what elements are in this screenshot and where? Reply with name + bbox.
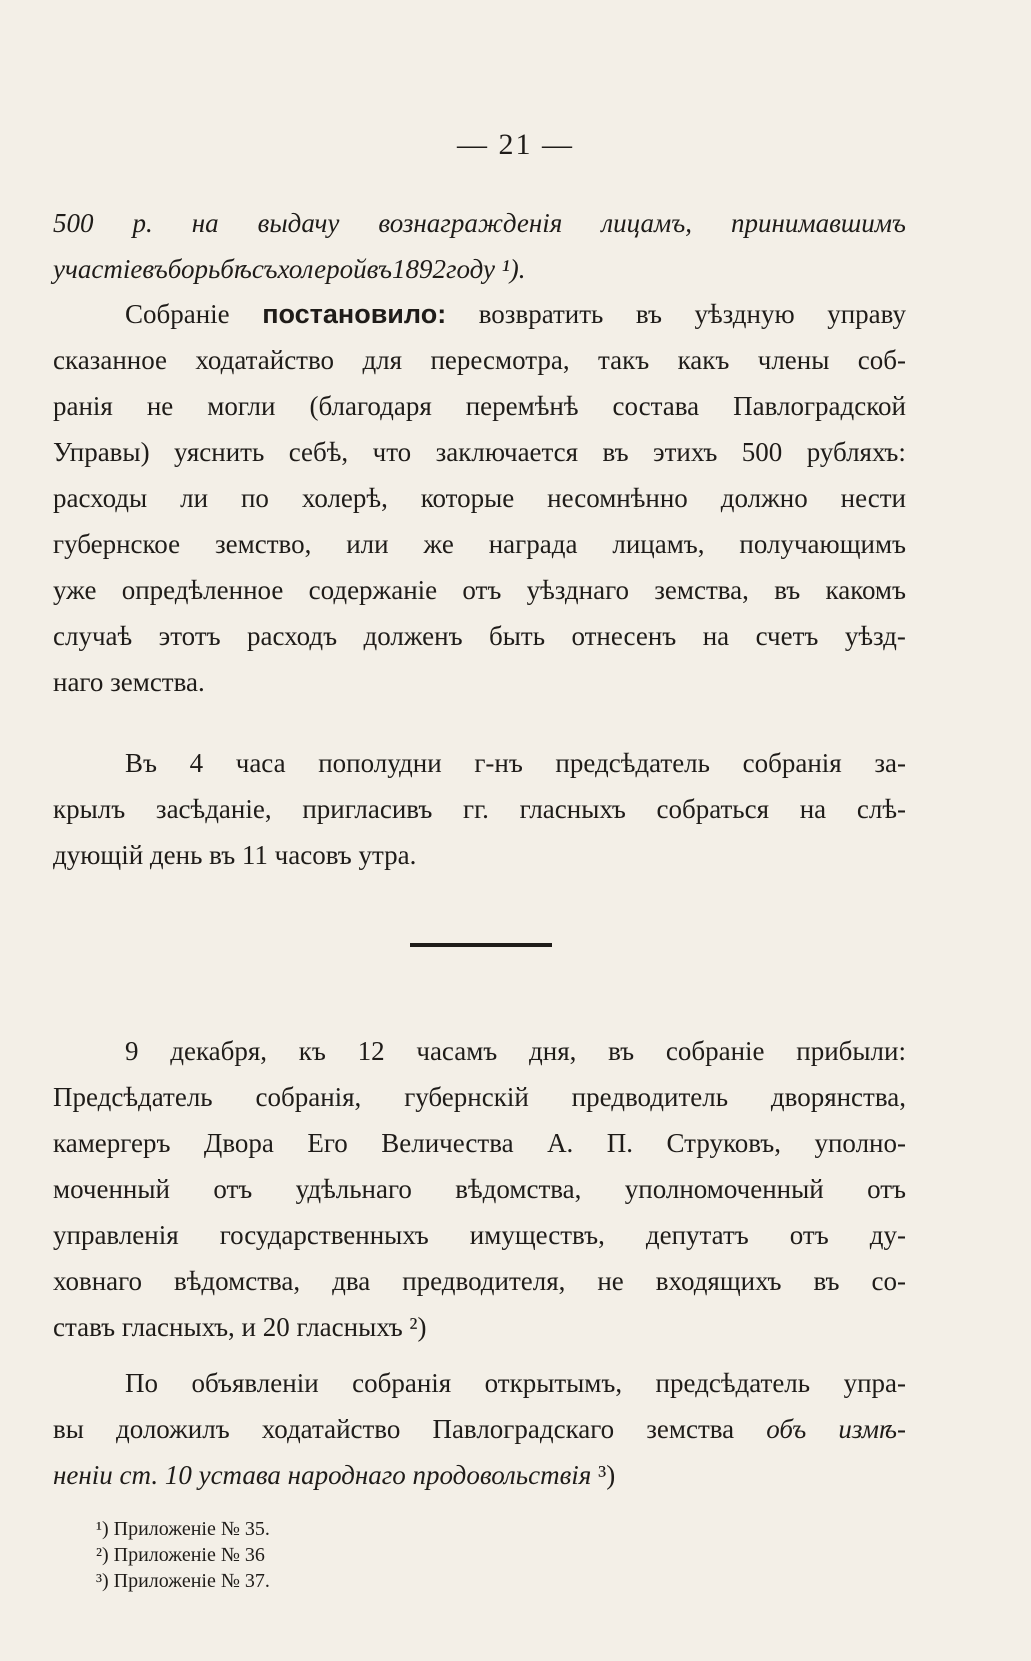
word: вѣдомства, [455, 1174, 582, 1204]
word: этихъ [653, 437, 718, 467]
word: Его [307, 1128, 348, 1158]
text-line [53, 832, 906, 878]
word: доложилъ [115, 1414, 230, 1444]
word: какъ [677, 345, 730, 375]
word: этотъ [158, 621, 221, 651]
word: Павлоградской [733, 391, 906, 421]
word: управленія [53, 1220, 179, 1250]
word: декабря, [170, 1036, 268, 1066]
word: уполномоченный [624, 1174, 824, 1204]
word: удѣльнаго [295, 1174, 412, 1204]
word: объявленіи [191, 1368, 319, 1398]
word: открытымъ, [484, 1368, 623, 1398]
word: часа [235, 748, 286, 778]
word: такъ [598, 345, 650, 375]
text-line [53, 200, 906, 246]
word: отъ [789, 1220, 829, 1250]
word: за- [874, 748, 906, 778]
word: гласныхъ [519, 794, 626, 824]
word: съ [251, 254, 278, 284]
word: ставъ гласныхъ, и 20 гласныхъ ²) [53, 1312, 427, 1342]
word: долженъ [363, 621, 463, 651]
word: отнесенъ [571, 621, 677, 651]
text-line [53, 1074, 906, 1120]
word: члены [757, 345, 830, 375]
word: пополудни [318, 748, 442, 778]
word: объ [766, 1414, 807, 1444]
word: прибыли: [796, 1036, 906, 1066]
text-line [53, 1028, 906, 1074]
word: уѣзд- [844, 621, 906, 651]
word: получающимъ [739, 529, 906, 559]
word: ховнаго [53, 1266, 143, 1296]
text-line [53, 521, 906, 567]
word: отъ [213, 1174, 253, 1204]
word: собраніе [665, 1036, 765, 1066]
word: земства [646, 1414, 735, 1444]
word: въ [366, 254, 392, 284]
word: или [346, 529, 389, 559]
text-line [53, 1212, 906, 1258]
word: Предсѣдатель [53, 1082, 213, 1112]
text-line [53, 291, 906, 337]
word: вознагражденія [378, 208, 563, 238]
word: принимавшимъ [730, 208, 906, 238]
word: сказанное [53, 345, 168, 375]
footnotes [96, 1516, 270, 1594]
word: должно [720, 483, 808, 513]
section-divider [410, 943, 552, 947]
footnote-1: ¹) Приложеніе № 35. [96, 1518, 270, 1540]
word: П. [606, 1128, 634, 1158]
word: что [372, 437, 412, 467]
word: холерой [277, 254, 367, 284]
word: въ [813, 1266, 840, 1296]
word: въ [635, 299, 662, 329]
text-line [53, 246, 906, 292]
word: собранія [352, 1368, 452, 1398]
word: опредѣленное [121, 575, 284, 605]
word: депутатъ [645, 1220, 749, 1250]
word: дня, [529, 1036, 577, 1066]
text-line [53, 1406, 906, 1452]
word: лицамъ, [612, 529, 705, 559]
paragraph-4 [53, 1028, 906, 1350]
paragraph-5 [53, 1360, 906, 1498]
word: 9 [125, 1036, 139, 1066]
word: 1892 [391, 254, 446, 284]
word: предсѣдатель [655, 1368, 811, 1398]
word: вы [53, 1414, 84, 1444]
word: предсѣдатель [555, 748, 710, 778]
word: наго земства. [53, 667, 205, 697]
word: государственныхъ [219, 1220, 429, 1250]
word: упра- [843, 1368, 906, 1398]
word: пригласивъ [302, 794, 433, 824]
word: случаѣ [53, 621, 133, 651]
word: дворянства, [770, 1082, 906, 1112]
word: камергеръ [53, 1128, 171, 1158]
text-line [53, 429, 906, 475]
word: предводителя, [402, 1266, 566, 1296]
word: Въ [125, 748, 157, 778]
word: году ¹). [445, 254, 526, 284]
word: несомнѣнно [547, 483, 688, 513]
word: ли [180, 483, 209, 513]
word: По [125, 1368, 158, 1398]
word: р. [132, 208, 153, 238]
word: Струковъ, [666, 1128, 781, 1158]
word: содержаніе [308, 575, 438, 605]
word: губернскій [404, 1082, 529, 1112]
text-line [53, 475, 906, 521]
page-number: — 21 — [457, 128, 574, 161]
text-line [53, 1120, 906, 1166]
word: для [362, 345, 403, 375]
footnote-2: ²) Приложеніе № 36 [96, 1544, 265, 1566]
word: въ [608, 1036, 635, 1066]
word: 12 [357, 1036, 385, 1066]
word: не [146, 391, 174, 421]
word: выдачу [257, 208, 340, 238]
word: имуществъ, [469, 1220, 605, 1250]
word: въ [774, 575, 801, 605]
word: холерѣ, [301, 483, 388, 513]
word: 4 [189, 748, 204, 778]
word: 500 [741, 437, 783, 467]
word: Величества [381, 1128, 514, 1158]
word: не [597, 1266, 624, 1296]
word: А. [547, 1128, 574, 1158]
text-line [53, 567, 906, 613]
footnote-3: ³) Приложеніе № 37. [96, 1570, 270, 1592]
word: со- [871, 1266, 906, 1296]
word: пересмотра, [430, 345, 570, 375]
text-line [53, 786, 906, 832]
word: собраться [656, 794, 770, 824]
word: слѣ- [856, 794, 906, 824]
paragraph-1 [53, 200, 906, 292]
word: измѣ- [838, 1414, 906, 1444]
text-line [53, 383, 906, 429]
word: расходъ [247, 621, 338, 651]
word: засѣданіе, [155, 794, 272, 824]
word: земство, [214, 529, 312, 559]
text-line [53, 1360, 906, 1406]
text-line [53, 613, 906, 659]
word: расходы [53, 483, 148, 513]
word: участіе [53, 254, 143, 284]
word: могли [207, 391, 276, 421]
word: ³) [591, 1460, 616, 1490]
word: уже [53, 575, 97, 605]
word: состава [612, 391, 700, 421]
word: гг. [463, 794, 489, 824]
word: по [240, 483, 269, 513]
word: ходатайство [261, 1414, 401, 1444]
word: отъ [462, 575, 502, 605]
word: на [191, 208, 219, 238]
word: губернское [53, 529, 181, 559]
word: входящихъ [655, 1266, 782, 1296]
word: ранія [53, 391, 113, 421]
word: собранія [742, 748, 842, 778]
word: два [332, 1266, 371, 1296]
word: постановило: [262, 299, 447, 329]
word: Павлоградскаго [432, 1414, 615, 1444]
word: на [702, 621, 730, 651]
word: вѣдомства, [174, 1266, 301, 1296]
text-line [53, 740, 906, 786]
word: награда [488, 529, 578, 559]
word: заключается [435, 437, 579, 467]
word: Управы) [53, 437, 150, 467]
word: собранія, [255, 1082, 362, 1112]
word: часамъ [416, 1036, 498, 1066]
text-line [53, 1258, 906, 1304]
word: управу [827, 299, 906, 329]
word: Двора [203, 1128, 274, 1158]
word: счетъ [755, 621, 819, 651]
word: перемѣнѣ [465, 391, 579, 421]
word: въ [142, 254, 168, 284]
word: возвратить [478, 299, 604, 329]
word: неніи ст. 10 устава народнаго продовольствія [53, 1460, 592, 1490]
word: 500 [53, 208, 94, 238]
word: которые [420, 483, 515, 513]
text-line [53, 337, 906, 383]
word: къ [298, 1036, 326, 1066]
paragraph-2 [53, 291, 906, 705]
word: ходатайство [195, 345, 335, 375]
word: на [799, 794, 827, 824]
word: (благодаря [309, 391, 432, 421]
word: отъ [867, 1174, 906, 1204]
word: какомъ [825, 575, 906, 605]
word: нести [840, 483, 906, 513]
text-line [53, 1304, 906, 1350]
word: г-нъ [474, 748, 523, 778]
word: предводитель [571, 1082, 729, 1112]
word: земства, [654, 575, 749, 605]
word: уѣздную [694, 299, 795, 329]
word: Собраніе [125, 299, 230, 329]
word: дующій день въ 11 часовъ утра. [53, 840, 417, 870]
word: быть [489, 621, 546, 651]
word: борьбѣ [167, 254, 252, 284]
word: въ [602, 437, 629, 467]
word: себѣ, [288, 437, 349, 467]
word: рубляхъ: [806, 437, 906, 467]
word: моченный [53, 1174, 170, 1204]
text-line [53, 659, 906, 705]
word: ду- [869, 1220, 906, 1250]
text-line [53, 1452, 906, 1498]
word: соб- [857, 345, 906, 375]
word: уяснить [174, 437, 265, 467]
word: уполно- [814, 1128, 906, 1158]
word: уѣзднаго [526, 575, 629, 605]
paragraph-3 [53, 740, 906, 878]
word: лицамъ, [601, 208, 692, 238]
word: же [423, 529, 454, 559]
word: крылъ [53, 794, 126, 824]
text-line [53, 1166, 906, 1212]
